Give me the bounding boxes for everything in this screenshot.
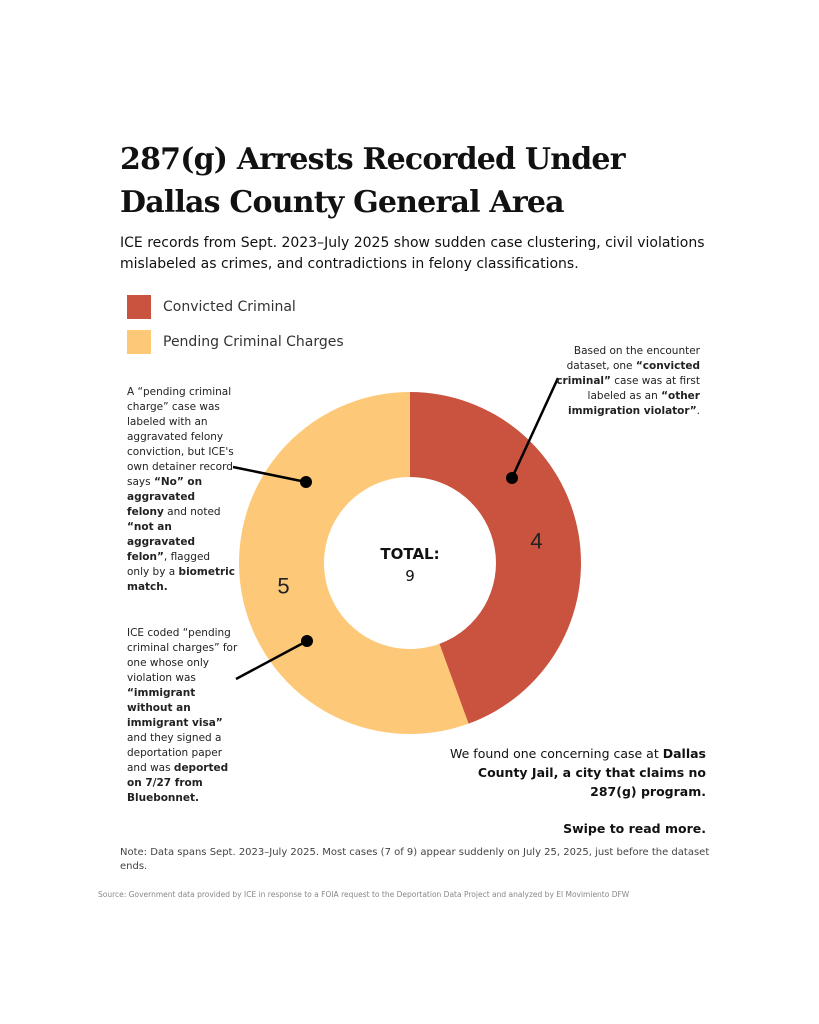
annotation-convicted-text-2: case was at first labeled as an (587, 375, 700, 402)
annotation-felony (127, 385, 235, 595)
annotation-convicted-bold-2: “other immigration violator” (567, 390, 700, 417)
annotation-visa-text-1: ICE coded “pending criminal charges” for one whose only violation was (127, 627, 238, 684)
callout-dallas-jail (430, 744, 706, 838)
annotation-visa-bold-2: deported on 7/27 from Bluebonnet. (127, 762, 229, 804)
value-label-convicted: 4 (530, 528, 543, 554)
annotation-convicted-text-3: . (696, 405, 700, 417)
legend-label-convicted: Convicted Criminal (163, 299, 296, 315)
leader-dot-convicted (506, 472, 518, 484)
legend-label-pending: Pending Criminal Charges (163, 334, 344, 350)
annotation-felony-text-2: and noted (163, 506, 221, 518)
annotation-felony-text-1: A “pending criminal charge” case was labeled with an aggravated felony conviction, but ICE's own detainer record says (127, 386, 234, 488)
swipe-prompt: Swipe to read more. (563, 821, 706, 836)
callout-text (430, 744, 706, 801)
value-label-pending: 5 (277, 573, 290, 599)
annotation-visa-text-2: and they signed a deportation paper and was (127, 732, 223, 774)
callout-text-1: We found one concerning case at (450, 746, 663, 761)
total-value: 9 (405, 567, 415, 585)
annotation-convicted-text-1: Based on the encounter dataset, one (566, 345, 700, 372)
page-title: 287(g) Arrests Recorded Under Dallas County General Area (120, 142, 625, 220)
annotation-visa-bold-1: “immigrant without an immigrant visa” (127, 687, 223, 729)
callout-bold-1: Dallas County Jail, a city that claims no 287(g) program. (477, 746, 706, 799)
annotation-felony-bold-3: biometric match. (127, 566, 235, 593)
page-subtitle: ICE records from Sept. 2023–July 2025 show sudden case clustering, civil violations mislabeled as crimes, and contradictions in felony classifications. (120, 235, 705, 272)
data-note: Note: Data spans Sept. 2023–July 2025. Most cases (7 of 9) appear suddenly on July 25, 2025, just before the dataset ends. (120, 847, 710, 872)
annotation-convicted (540, 344, 700, 419)
annotation-convicted-bold-1: “convicted criminal” (556, 360, 700, 387)
total-label: TOTAL: (380, 545, 440, 563)
annotation-felony-bold-2: “not an aggravated felon” (127, 521, 195, 563)
annotation-felony-bold-1: “No” on aggravated felony (127, 476, 203, 518)
annotation-visa (127, 626, 239, 806)
leader-dot-visa (301, 635, 313, 647)
source-credit: Source: Government data provided by ICE in response to a FOIA request to the Deportation Data Project and analyzed by El Movimiento DFW (98, 890, 630, 899)
leader-dot-felony (300, 476, 312, 488)
annotation-felony-text-3: , flagged only by a (127, 551, 211, 578)
